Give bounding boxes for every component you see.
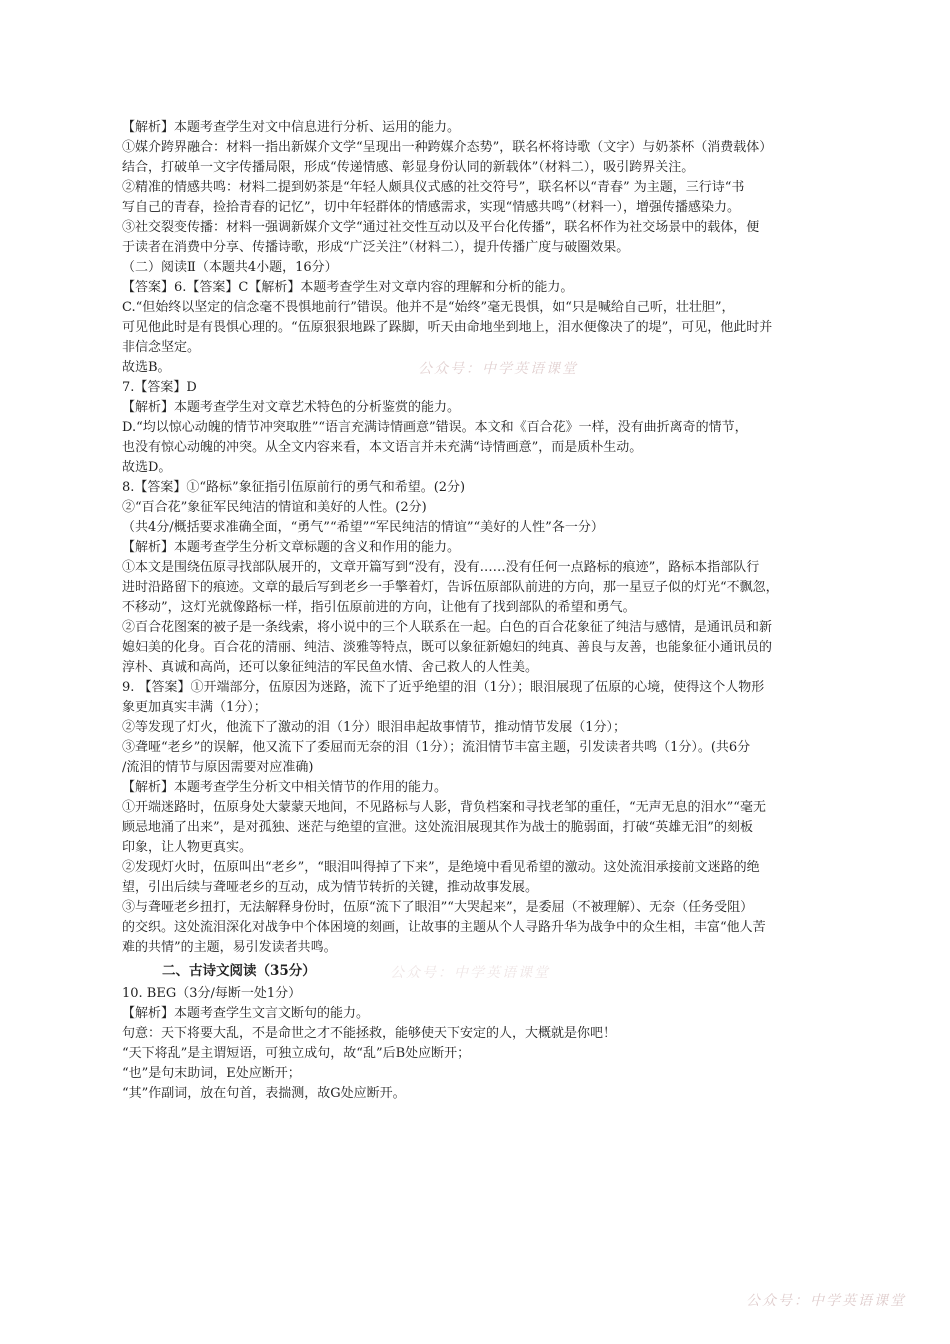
text-line: 可见他此时是有畏惧心理的。“伍原狠狠地跺了跺脚，听天由命地坐到地上，泪水便像决了的堤”，可见，他此时并 bbox=[122, 320, 773, 335]
text-line: D.“均以惊心动魄的情节冲突取胜”“语言充满诗情画意”错误。本文和《百合花》一样，没有曲折离奇的情节， bbox=[122, 420, 748, 435]
text-line: ③社交裂变传播：材料一强调新媒介文学“通过社交性互动以及平台化传播”，联名杯作为社交场景中的载体，便 bbox=[122, 220, 760, 235]
text-line: ②发现灯火时，伍原叫出“老乡”，“眼泪叫得掉了下来”，是绝境中看见希望的激动。这处流泪承接前文迷路的绝 bbox=[122, 860, 760, 875]
text-line: ③聋哑“老乡”的误解，他又流下了委屈而无奈的泪（1分）；流泪情节丰富主题，引发读者共鸣（1分）。(共6分 bbox=[122, 740, 751, 755]
text-line: （共4分/概括要求准确全面，“勇气”“希望”“军民纯洁的情谊”“美好的人性”各一分） bbox=[122, 520, 604, 535]
text-line: ②百合花图案的被子是一条线索，将小说中的三个人联系在一起。白色的百合花象征了纯洁与感情，是通讯员和新 bbox=[122, 620, 773, 635]
text-line: 印象，让人物更真实。 bbox=[122, 840, 253, 855]
text-line: 结合，打破单一文字传播局限，形成“传递情感、彰显身份认同的新载体”（材料二），吸引跨界关注。 bbox=[122, 160, 695, 175]
text-line: 也没有惊心动魄的冲突。从全文内容来看，本文语言并未充满“诗情画意”，而是质朴生动。 bbox=[122, 440, 643, 455]
text-line: C.“但始终以坚定的信念毫不畏惧地前行”错误。他并不是“始终”毫无畏惧，如“只是喊给自己听，壮壮胆”， bbox=[122, 300, 735, 315]
text-line: ①本文是围绕伍原寻找部队展开的，文章开篇写到“没有，没有……没有任何一点路标的痕迹”，路标本指部队行 bbox=[122, 560, 760, 575]
text-line: 【解析】本题考查学生对文章艺术特色的分析鉴赏的能力。 bbox=[122, 400, 461, 415]
text-line: 【解析】本题考查学生分析文章标题的含义和作用的能力。 bbox=[122, 540, 461, 555]
watermark: 公众号：中学英语课堂 bbox=[390, 965, 550, 981]
text-line: 故选D。 bbox=[122, 460, 172, 475]
text-line: 【解析】本题考查学生对文中信息进行分析、运用的能力。 bbox=[122, 120, 461, 135]
answer-text-block-2 bbox=[122, 984, 828, 1104]
text-line: “天下将乱”是主谓短语，可独立成句，故“乱”后B处应断开； bbox=[122, 1046, 471, 1061]
text-line: 10. BEG（3分/每断一处1分） bbox=[122, 986, 302, 1001]
text-line: 非信念坚定。 bbox=[122, 340, 201, 355]
watermark: 公众号：中学英语课堂 bbox=[418, 361, 578, 377]
text-line: 淳朴、真诚和高尚，还可以象征纯洁的军民鱼水情、舍己救人的人性美。 bbox=[122, 660, 539, 675]
text-line: ②精准的情感共鸣：材料二提到奶茶是“年轻人颇具仪式感的社交符号”，联名杯以“青春” 为主题，三行诗“书 bbox=[122, 180, 745, 195]
text-line: 望，引出后续与聋哑老乡的互动，成为情节转折的关键，推动故事发展。 bbox=[122, 880, 539, 895]
text-line: 句意：天下将要大乱，不是命世之才不能拯救，能够使天下安定的人，大概就是你吧！ bbox=[122, 1026, 617, 1041]
text-line: ②等发现了灯火，他流下了激动的泪（1分）眼泪串起故事情节，推动情节发展（1分）； bbox=[122, 720, 627, 735]
text-line: 9. 【答案】①开端部分，伍原因为迷路，流下了近乎绝望的泪（1分）；眼泪展现了伍原的心境，使得这个人物形 bbox=[122, 680, 765, 695]
text-line: （二）阅读Ⅱ（本题共4小题，16分） bbox=[122, 260, 338, 275]
text-line: 【解析】本题考查学生分析文中相关情节的作用的能力。 bbox=[122, 780, 448, 795]
text-line: 进时沿路留下的痕迹。文章的最后写到老乡一手擎着灯，告诉伍原部队前进的方向，那一星豆子似的灯光“不飘忽， bbox=[122, 580, 779, 595]
text-line: ③与聋哑老乡扭打，无法解释身份时，伍原“流下了眼泪”“大哭起来”，是委屈（不被理解）、无奈（任务受阻） bbox=[122, 900, 754, 915]
answer-text-block bbox=[122, 118, 828, 958]
text-line: 媳妇美的化身。百合花的清丽、纯洁、淡雅等特点，既可以象征新媳妇的纯真、善良与友善，也能象征小通讯员的 bbox=[122, 640, 773, 655]
text-line: 故选B。 bbox=[122, 360, 171, 375]
text-line: ①媒介跨界融合：材料一指出新媒介文学“呈现出一种跨媒介态势”，联名杯将诗歌（文字）与奶茶杯（消费载体） bbox=[122, 140, 773, 155]
text-line: /流泪的情节与原因需要对应准确) bbox=[122, 760, 314, 775]
text-line: 于读者在消费中分享、传播诗歌，形成“广泛关注”（材料二），提升传播广度与破圈效果。 bbox=[122, 240, 630, 255]
text-line: 7.【答案】D bbox=[122, 380, 197, 395]
text-line: 不移动”，这灯光就像路标一样，指引伍原前进的方向，让他有了找到部队的希望和勇气。 bbox=[122, 600, 636, 615]
text-line: 写自己的青春，捡拾青春的记忆”，切中年轻群体的情感需求，实现“情感共鸣”（材料一），增强传播感染力。 bbox=[122, 200, 740, 215]
text-line: “也”是句末助词，E处应断开； bbox=[122, 1066, 301, 1081]
text-line: 【解析】本题考查学生文言文断句的能力。 bbox=[122, 1006, 370, 1021]
text-line: ①开端迷路时，伍原身处大蒙蒙天地间，不见路标与人影，背负档案和寻找老邹的重任，“无声无息的泪水”“毫无 bbox=[122, 800, 766, 815]
text-line: 象更加真实丰满（1分）； bbox=[122, 700, 267, 715]
text-line: 顾忌地涌了出来”，是对孤独、迷茫与绝望的宣泄。这处流泪展现其作为战士的脆弱面，打破“英雄无泪”的刻板 bbox=[122, 820, 753, 835]
text-line: “其”作副词，放在句首，表揣测，故G处应断开。 bbox=[122, 1086, 406, 1101]
text-line: 8.【答案】①“路标”象征指引伍原前行的勇气和希望。(2分) bbox=[122, 480, 466, 495]
section-heading: 二、古诗文阅读（35分） bbox=[162, 963, 316, 979]
text-line: 的交织。这处流泪深化对战争中个体困境的刻画，让故事的主题从个人寻路升华为战争中的众生相，丰富“他人苦 bbox=[122, 920, 766, 935]
answer-page bbox=[122, 118, 828, 1104]
text-line: 【答案】6.【答案】C【解析】本题考查学生对文章内容的理解和分析的能力。 bbox=[122, 280, 574, 295]
watermark: 公众号：中学英语课堂 bbox=[746, 1293, 906, 1309]
text-line: ②“百合花”象征军民纯洁的情谊和美好的人性。(2分) bbox=[122, 500, 427, 515]
text-line: 难的共情”的主题，易引发读者共鸣。 bbox=[122, 940, 337, 955]
